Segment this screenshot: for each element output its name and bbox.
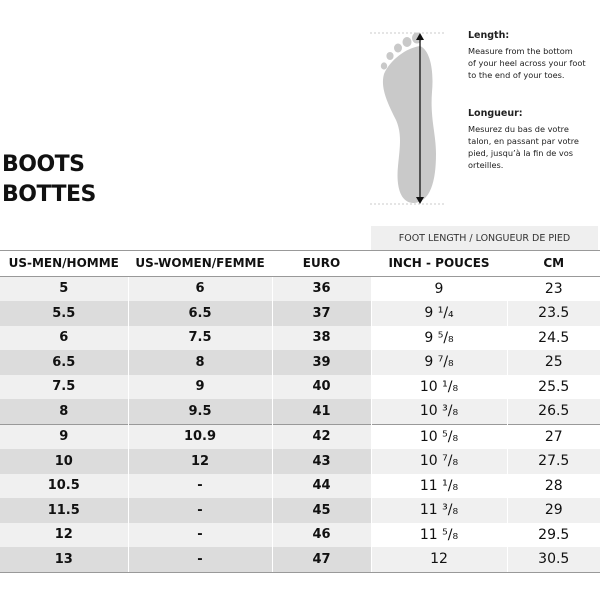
cell-us-men: 7.5 [0, 375, 128, 400]
cell-us-women: 8 [128, 350, 272, 375]
cell-cm: 27 [507, 424, 600, 449]
header-euro: EURO [272, 251, 371, 277]
cell-euro: 37 [272, 301, 371, 326]
table-row [0, 474, 600, 499]
cell-cm: 26.5 [507, 399, 600, 424]
longueur-heading: Longueur: [468, 108, 523, 119]
cell-inch: 11 ¹/₈ [371, 474, 507, 499]
table-row [0, 301, 600, 326]
size-chart-table [0, 250, 600, 573]
cell-inch: 9 ⁷/₈ [371, 350, 507, 375]
cell-us-men: 6 [0, 326, 128, 351]
cell-us-women: - [128, 498, 272, 523]
title-en: BOOTS [2, 152, 85, 177]
cell-us-men: 13 [0, 547, 128, 572]
cell-cm: 23 [507, 276, 600, 301]
table-row [0, 276, 600, 301]
cell-cm: 23.5 [507, 301, 600, 326]
cell-cm: 30.5 [507, 547, 600, 572]
header-cm: CM [507, 251, 600, 277]
cell-us-women: 9 [128, 375, 272, 400]
foot-outline-icon [370, 30, 470, 208]
cell-us-women: - [128, 474, 272, 499]
table-row [0, 424, 600, 449]
table-row [0, 498, 600, 523]
cell-us-women: - [128, 523, 272, 548]
header-us-women: US-WOMEN/FEMME [128, 251, 272, 277]
table-row [0, 375, 600, 400]
cell-cm: 25.5 [507, 375, 600, 400]
cell-inch: 11 ⁵/₈ [371, 523, 507, 548]
table-row [0, 399, 600, 424]
cell-euro: 43 [272, 449, 371, 474]
cell-inch: 10 ³/₈ [371, 399, 507, 424]
cell-euro: 39 [272, 350, 371, 375]
cell-us-women: 9.5 [128, 399, 272, 424]
table-row [0, 449, 600, 474]
header-inch: INCH - POUCES [371, 251, 507, 277]
cell-inch: 11 ³/₈ [371, 498, 507, 523]
cell-us-men: 5 [0, 276, 128, 301]
cell-us-men: 6.5 [0, 350, 128, 375]
length-line: of your heel across your foot [468, 58, 586, 68]
cell-us-women: 12 [128, 449, 272, 474]
cell-us-women: - [128, 547, 272, 572]
table-body [0, 276, 600, 572]
cell-us-men: 5.5 [0, 301, 128, 326]
length-line: Measure from the bottom [468, 46, 573, 56]
longueur-line: talon, en passant par votre [468, 136, 579, 146]
cell-inch: 10 ⁵/₈ [371, 424, 507, 449]
longueur-line: Mesurez du bas de votre [468, 124, 569, 134]
longueur-line: orteilles. [468, 160, 504, 170]
table-row [0, 326, 600, 351]
cell-cm: 29 [507, 498, 600, 523]
length-line: to the end of your toes. [468, 70, 565, 80]
header-us-men: US-MEN/HOMME [0, 251, 128, 277]
cell-euro: 42 [272, 424, 371, 449]
cell-euro: 36 [272, 276, 371, 301]
cell-euro: 46 [272, 523, 371, 548]
cell-euro: 45 [272, 498, 371, 523]
cell-euro: 44 [272, 474, 371, 499]
cell-cm: 24.5 [507, 326, 600, 351]
cell-cm: 29.5 [507, 523, 600, 548]
cell-us-men: 12 [0, 523, 128, 548]
longueur-info [468, 108, 598, 171]
cell-euro: 41 [272, 399, 371, 424]
length-heading: Length: [468, 30, 510, 41]
cell-us-women: 7.5 [128, 326, 272, 351]
foot-length-caption: FOOT LENGTH / LONGUEUR DE PIED [371, 226, 598, 250]
cell-us-women: 6.5 [128, 301, 272, 326]
cell-euro: 47 [272, 547, 371, 572]
cell-us-men: 8 [0, 399, 128, 424]
cell-cm: 25 [507, 350, 600, 375]
cell-us-men: 10 [0, 449, 128, 474]
cell-inch: 10 ⁷/₈ [371, 449, 507, 474]
cell-us-men: 9 [0, 424, 128, 449]
title-fr: BOTTES [2, 182, 96, 207]
cell-us-women: 6 [128, 276, 272, 301]
longueur-line: pied, jusqu’à la fin de vos [468, 148, 574, 158]
cell-inch: 10 ¹/₈ [371, 375, 507, 400]
cell-us-men: 10.5 [0, 474, 128, 499]
cell-euro: 38 [272, 326, 371, 351]
cell-inch: 9 [371, 276, 507, 301]
cell-inch: 9 ⁵/₈ [371, 326, 507, 351]
table-header-row [0, 251, 600, 277]
cell-cm: 27.5 [507, 449, 600, 474]
cell-inch: 12 [371, 547, 507, 572]
cell-us-women: 10.9 [128, 424, 272, 449]
cell-us-men: 11.5 [0, 498, 128, 523]
cell-cm: 28 [507, 474, 600, 499]
table-row [0, 350, 600, 375]
cell-euro: 40 [272, 375, 371, 400]
cell-inch: 9 ¹/₄ [371, 301, 507, 326]
table-row [0, 547, 600, 572]
page-title [2, 150, 96, 210]
table-row [0, 523, 600, 548]
length-info [468, 30, 598, 81]
